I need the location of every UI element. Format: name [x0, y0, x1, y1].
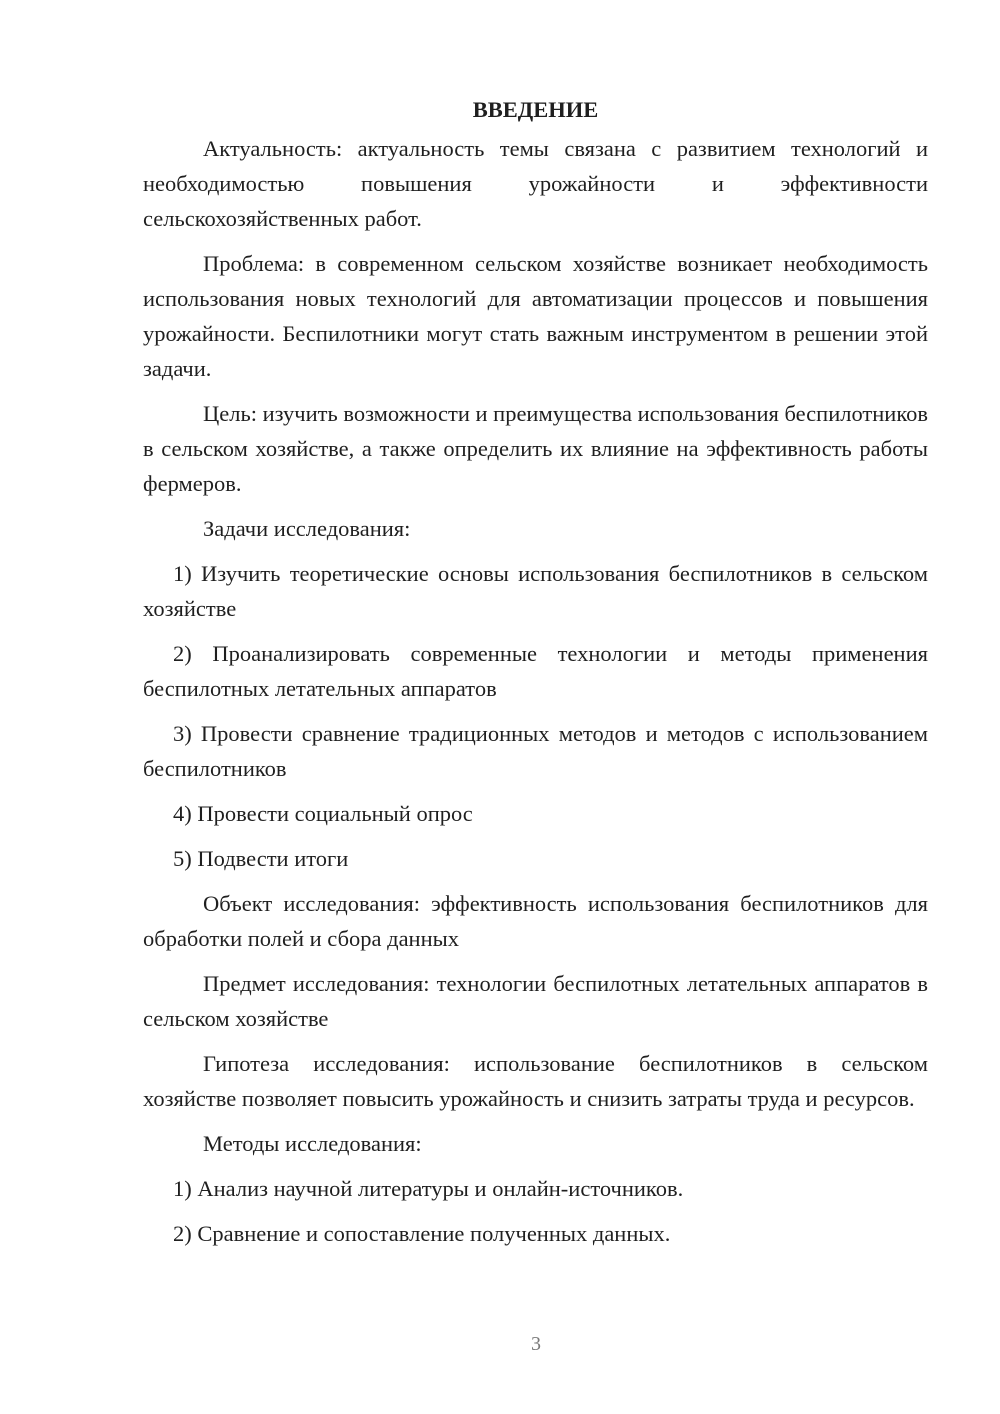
paragraph-goal: Цель: изучить возможности и преимущества использования беспилотников в сельском хозяйстве, а также определить их влияние на эффективность работы фермеров. — [143, 401, 928, 496]
tasks-heading: Задачи исследования: — [203, 516, 411, 541]
task-item: 1) Изучить теоретические основы использования беспилотников в сельском хозяйстве — [143, 561, 928, 621]
document-page — [143, 92, 928, 1261]
paragraph-relevance: Актуальность: актуальность темы связана с развитием технологий и необходимостью повышения урожайности и эффективности сельскохозяйственных работ. — [143, 136, 928, 231]
section-heading: ВВЕДЕНИЕ — [472, 97, 599, 122]
task-item: 3) Провести сравнение традиционных методов и методов с использованием беспилотников — [143, 721, 928, 781]
task-item: 2) Проанализировать современные технологии и методы применения беспилотных летательных аппаратов — [143, 641, 928, 701]
task-item: 4) Провести социальный опрос — [173, 801, 473, 826]
methods-heading: Методы исследования: — [203, 1131, 422, 1156]
paragraph-hypothesis: Гипотеза исследования: использование беспилотников в сельском хозяйстве позволяет повысить урожайность и снизить затраты труда и ресурсов. — [143, 1051, 928, 1111]
task-item: 5) Подвести итоги — [173, 846, 349, 871]
paragraph-problem: Проблема: в современном сельском хозяйстве возникает необходимость использования новых технологий для автоматизации процессов и повышения урожайности. Беспилотники могут стать важным инструментом в решении этой задачи. — [143, 251, 928, 381]
method-item: 1) Анализ научной литературы и онлайн-источников. — [173, 1176, 684, 1201]
paragraph-object: Объект исследования: эффективность использования беспилотников для обработки полей и сбора данных — [143, 891, 928, 951]
paragraph-subject: Предмет исследования: технологии беспилотных летательных аппаратов в сельском хозяйстве — [143, 971, 928, 1031]
page-number: 3 — [531, 1333, 541, 1355]
method-item: 2) Сравнение и сопоставление полученных данных. — [173, 1221, 671, 1246]
